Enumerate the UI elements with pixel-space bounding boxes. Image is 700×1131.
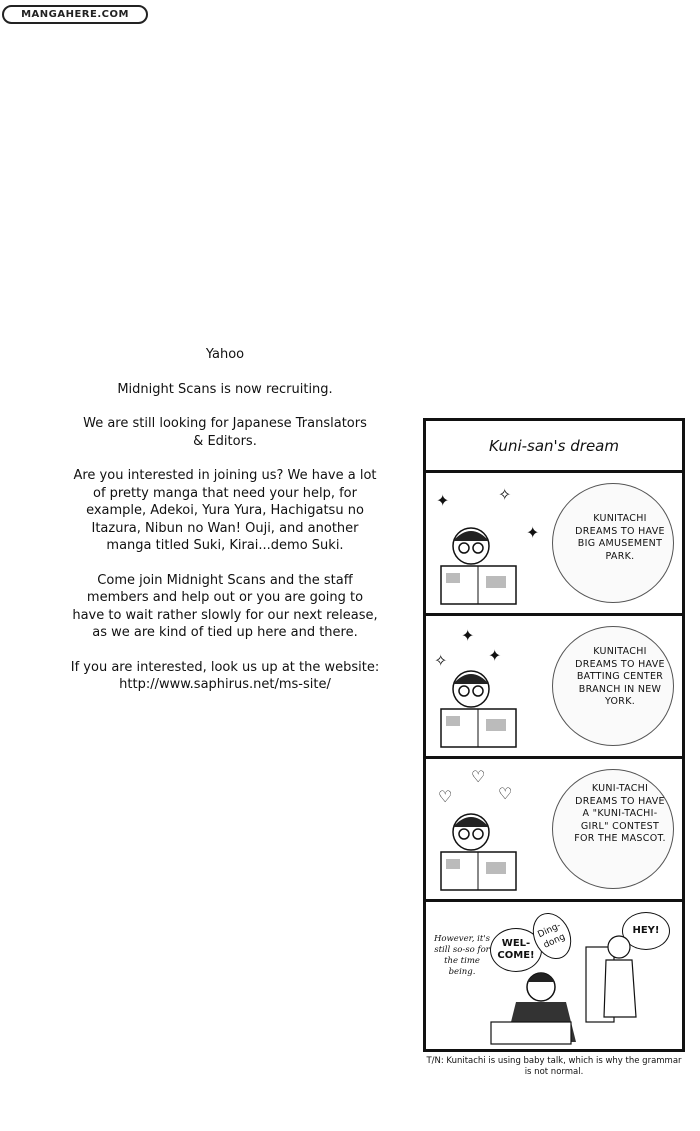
shop-scene-illustration [486, 922, 656, 1047]
recruitment-notice [70, 346, 380, 711]
heart-icon: ♡ [498, 784, 513, 803]
kunitachi-reading-illustration [436, 664, 526, 754]
heart-icon: ♡ [438, 787, 453, 806]
notice-paragraph: Are you interested in joining us? We have a lot of pretty manga that need your help, for example, Adekoi, Yura Yura, Hachigatsu no Itazura, Nibun no Wan! Ouji, and another manga titled Suki, Kirai...demo Suki. [73, 468, 377, 553]
site-watermark [2, 5, 148, 24]
sparkle-icon: ✦ [488, 646, 502, 665]
sparkle-icon: ✧ [498, 485, 512, 504]
notice-paragraph: Come join Midnight Scans and the staff members and help out or you are going to have to wait rather slowly for our next release, as we are kind of tied up here and there. [72, 572, 378, 640]
translator-note: T/N: Kunitachi is using baby talk, which is why the grammar is not normal. [426, 1056, 682, 1077]
panel-caption: KUNI-TACHI DREAMS TO HAVE A "KUNI-TACHI-GIRL" CONTEST FOR THE MASCOT. [574, 783, 666, 844]
sparkle-icon: ✦ [461, 626, 475, 645]
sparkle-icon: ✦ [526, 523, 540, 542]
kunitachi-reading-illustration [436, 521, 526, 611]
comic-panel-2 [426, 616, 682, 759]
watermark-text: MANGAHERE.COM [21, 9, 129, 20]
notice-paragraph: Midnight Scans is now recruiting. [117, 381, 333, 397]
sparkle-icon: ✧ [434, 651, 448, 670]
speech-bubble-dingdong: Ding-dong [526, 907, 579, 966]
notice-paragraph: We are still looking for Japanese Translators & Editors. [83, 416, 367, 449]
comic-panel-4 [426, 902, 682, 1049]
notice-paragraph: Yahoo [205, 347, 245, 362]
panel-caption: KUNITACHI DREAMS TO HAVE BATTING CENTER BRANCH IN NEW YORK. [575, 646, 665, 707]
comic-panel-3 [426, 759, 682, 902]
speech-bubble-hey: HEY! [622, 912, 670, 950]
heart-icon: ♡ [471, 767, 486, 786]
notice-paragraph: If you are interested, look us up at the website: http://www.saphirus.net/ms-site/ [70, 659, 380, 692]
kunitachi-reading-illustration [436, 807, 526, 897]
comic-panel-1 [426, 473, 682, 616]
panel-caption: KUNITACHI DREAMS TO HAVE BIG AMUSEMENT PARK. [575, 513, 665, 562]
speech-bubble-welcome: WEL-COME! [490, 928, 542, 972]
sparkle-icon: ✦ [436, 491, 450, 510]
side-note: However, it's still so-so for the time being. [433, 934, 491, 977]
comic-title: Kuni-san's dream [426, 421, 682, 473]
comic-strip [423, 418, 685, 1052]
